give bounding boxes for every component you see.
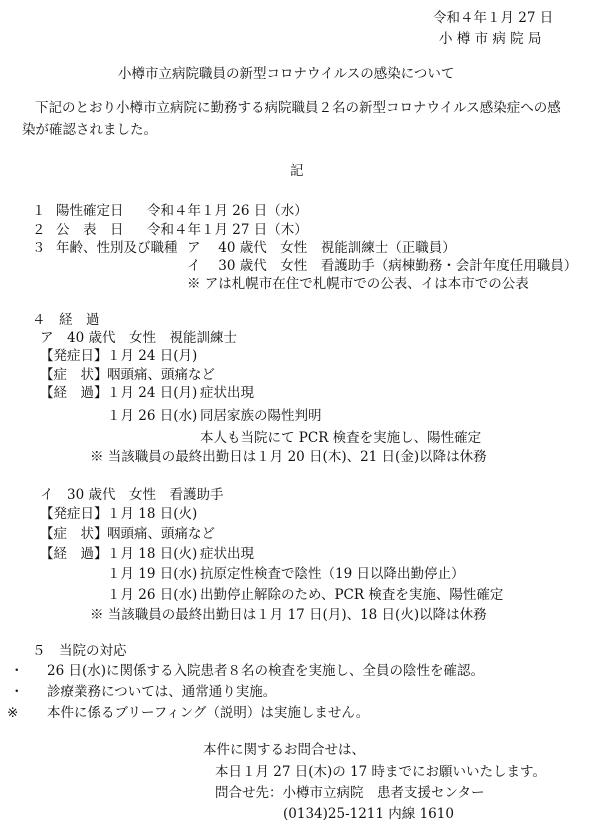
- case-i-course-1-text: 症状出現: [200, 546, 254, 562]
- item-2-number: ２: [32, 222, 46, 238]
- item-1-number: １: [32, 203, 46, 219]
- case-i-onset-label: 【発症日】: [40, 506, 108, 522]
- response-bullet-1: 26 日(水)に関係する入院患者８名の検査を実施し、全員の陰性を確認。: [47, 663, 485, 679]
- case-a-course-2-text: 同居家族の陽性判明: [200, 408, 322, 424]
- case-i-course-1-date: １月 18 日(火): [107, 546, 198, 562]
- response-bullet-2-mark: ・: [10, 684, 24, 700]
- case-a-course-2-text-2: 本人も当院にて PCR 検査を実施し、陽性確定: [200, 430, 482, 446]
- case-i-course-3-date: １月 26 日(水): [107, 587, 198, 603]
- item-3-label: 年齢、性別及び職種: [56, 240, 178, 256]
- case-i-symptoms-label: 【症 状】: [40, 526, 108, 542]
- intro-line-2: 染が確認されました。: [22, 122, 157, 138]
- item-2-value: 令和４年１月 27 日（木）: [147, 222, 308, 238]
- response-note: 本件に係るブリーフィング（説明）は実施しません。: [47, 705, 370, 721]
- case-i-title: イ 30 歳代 女性 看護助手: [40, 487, 224, 503]
- item-2-label: 公 表 日: [56, 222, 124, 238]
- case-a-symptoms-label: 【症 状】: [40, 367, 108, 383]
- contact-line-2: 本日１月 27 日(木)の 17 時までにお願いいたします。: [215, 764, 546, 780]
- contact-line-3: 問合せ先：小樽市立病院 患者支援センター: [215, 785, 485, 801]
- response-bullet-2: 診療業務については、通常通り実施。: [47, 684, 277, 700]
- case-a-onset-label: 【発症日】: [40, 348, 108, 364]
- contact-line-1: 本件に関するお問合せは、: [203, 742, 365, 758]
- case-a-course-2-date: １月 26 日(水): [107, 408, 198, 424]
- case-a-course-1-text: 症状出現: [200, 385, 254, 401]
- case-a-symptoms: 咽頭痛、頭痛など: [107, 367, 215, 383]
- document-date: 令和４年１月 27 日: [433, 10, 554, 26]
- case-i-course-3-text: 出勤停止解除のため、PCR 検査を実施、陽性確定: [200, 587, 504, 603]
- section-5-heading: ５ 当院の対応: [32, 643, 127, 659]
- case-i-onset: １月 18 日(火): [107, 506, 198, 522]
- item-3-note: ※ アは札幌市在住で札幌市での公表、イは本市での公表: [187, 276, 529, 292]
- case-a-title: ア 40 歳代 女性 視能訓練士: [40, 330, 237, 346]
- case-a-course-1-date: １月 24 日(月): [107, 385, 198, 401]
- ki-heading: 記: [290, 163, 304, 179]
- item-3-number: ３: [32, 240, 46, 256]
- item-3-staff-i: イ 30 歳代 女性 看護助手（病棟勤務・会計年度任用職員）: [187, 258, 578, 274]
- document-title: 小樽市立病院職員の新型コロナウイルスの感染について: [118, 66, 455, 82]
- intro-line-1: 下記のとおり小樽市立病院に勤務する病院職員２名の新型コロナウイルス感染症への感: [35, 100, 561, 116]
- case-i-course-2-text: 抗原定性検査で陰性（19 日以降出勤停止）: [200, 566, 465, 582]
- case-i-course-2-date: １月 19 日(水): [107, 566, 198, 582]
- item-1-label: 陽性確定日: [56, 203, 124, 219]
- case-a-note: ※ 当該職員の最終出勤日は１月 20 日(木)、21 日(金)以降は休務: [90, 449, 487, 465]
- contact-phone: (0134)25-1211 内線 1610: [283, 806, 454, 822]
- case-a-course-label: 【経 過】: [40, 385, 108, 401]
- case-a-onset: １月 24 日(月): [107, 348, 198, 364]
- item-3-staff-a: ア 40 歳代 女性 視能訓練士（正職員）: [187, 240, 456, 256]
- case-i-note: ※ 当該職員の最終出勤日は１月 17 日(月)、18 日(火)以降は休務: [90, 607, 487, 623]
- case-i-course-label: 【経 過】: [40, 546, 108, 562]
- item-1-value: 令和４年１月 26 日（水）: [147, 203, 308, 219]
- response-note-mark: ※: [7, 705, 19, 721]
- case-i-symptoms: 咽頭痛、頭痛など: [107, 526, 215, 542]
- issuer-name: 小 樽 市 病 院 局: [439, 31, 542, 47]
- section-4-heading: ４ 経 過: [32, 312, 100, 328]
- response-bullet-1-mark: ・: [10, 663, 24, 679]
